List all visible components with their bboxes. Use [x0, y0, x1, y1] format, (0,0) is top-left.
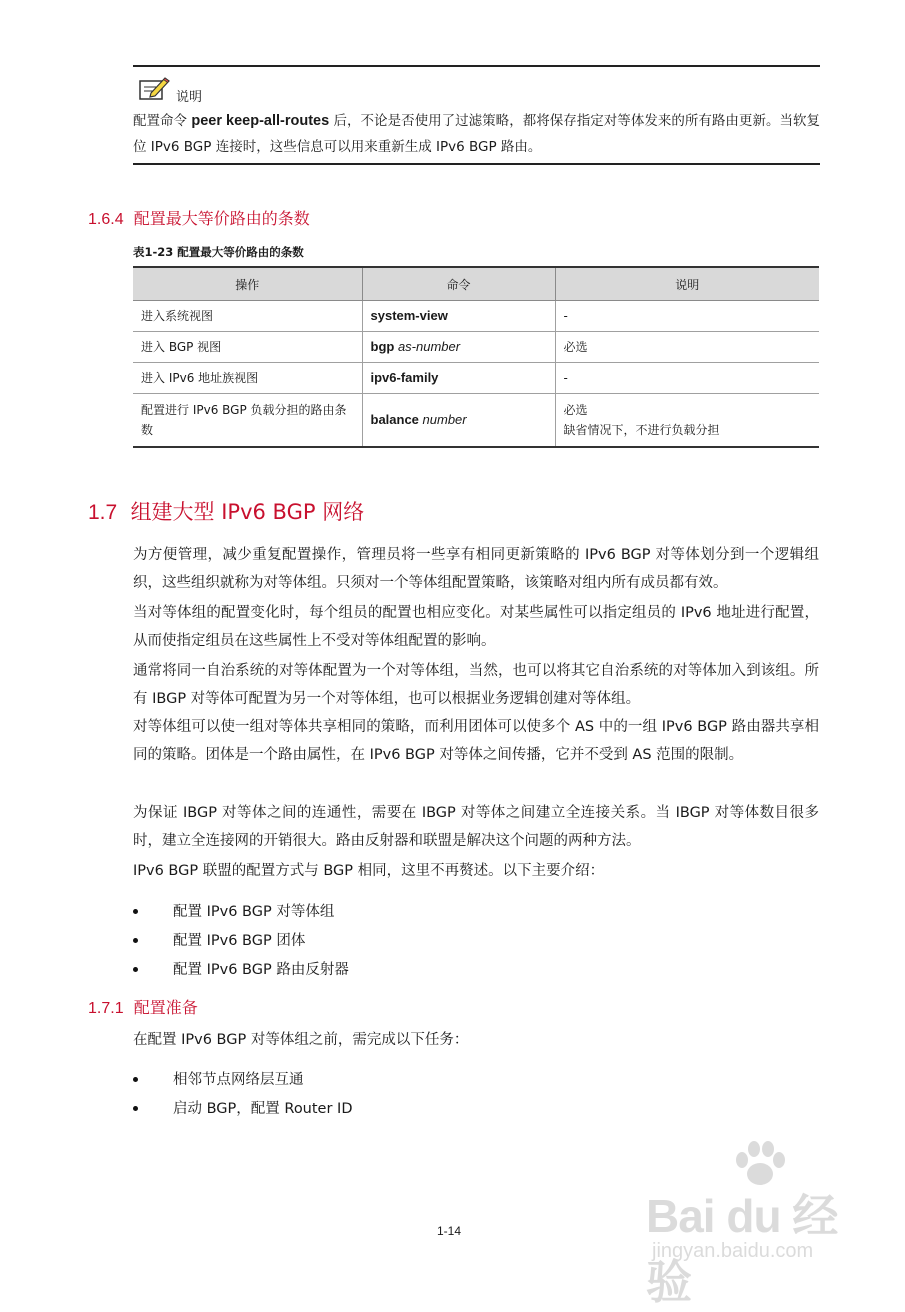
op-cell: 进入系统视图: [133, 301, 362, 332]
table-row: [133, 363, 819, 394]
prep-intro: 在配置 IPv6 BGP 对等体组之前，需完成以下任务：: [133, 1032, 469, 1048]
table-caption: 表1-23 配置最大等价路由的条数: [133, 245, 304, 259]
baidu-watermark: [640, 1140, 880, 1308]
note-heading: 说明: [176, 90, 203, 105]
table-header-row: [133, 267, 819, 301]
note-pencil-icon: [137, 75, 171, 103]
note-command: peer keep-all-routes: [191, 113, 330, 129]
op-cell: 进入 BGP 视图: [133, 332, 362, 363]
bullet-dot-icon: [133, 1106, 138, 1111]
table-header-cell: 命令: [362, 267, 555, 301]
op-cell: 配置进行 IPv6 BGP 负载分担的路由条数: [133, 394, 362, 448]
command-cell: system-view: [362, 301, 555, 332]
table-row: [133, 332, 819, 363]
table-row: [133, 394, 819, 448]
watermark-brand: Bai du 经验: [646, 1190, 838, 1308]
paragraph: 为方便管理，减少重复配置操作，管理员将一些享有相同更新策略的 IPv6 BGP 对等体划分到一个逻辑组织，这些组织就称为对等体组。只须对一个等体组配置策略，该策略对组内所有成员都有效。: [133, 547, 819, 591]
note-bottom-rule: [133, 163, 820, 165]
table-header-cell: 说明: [555, 267, 819, 301]
note-top-rule: [133, 65, 820, 67]
command-cell: bgp as-number: [362, 332, 555, 363]
page-number: 1-14: [437, 1224, 462, 1238]
desc-cell: 必选: [555, 332, 819, 363]
bullet-dot-icon: [133, 909, 138, 914]
config-table: [133, 266, 819, 448]
bullet-dot-icon: [133, 967, 138, 972]
watermark-url: jingyan.baidu.com: [652, 1240, 814, 1262]
section-1-7-1-heading: 1.7.1 配置准备: [88, 998, 198, 1017]
paragraph: 通常将同一自治系统的对等体配置为一个对等体组，当然，也可以将其它自治系统的对等体加入到该组。所有 IBGP 对等体可配置为另一个对等体组，也可以根据业务逻辑创建对等体组。: [133, 663, 819, 707]
paragraph: 对等体组可以使一组对等体共享相同的策略，而利用团体可以使多个 AS 中的一组 IPv6 BGP 路由器共享相同的策略。团体是一个路由属性，在 IPv6 BGP 对等体之间传播，它并不受到 AS 范围的限制。: [133, 719, 819, 763]
command-cell: balance number: [362, 394, 555, 448]
table-row: [133, 301, 819, 332]
desc-cell: -: [555, 363, 819, 394]
desc-cell: -: [555, 301, 819, 332]
bullet-dot-icon: [133, 1077, 138, 1082]
bullet-dot-icon: [133, 938, 138, 943]
command-cell: ipv6-family: [362, 363, 555, 394]
paragraph: 当对等体组的配置变化时，每个组员的配置也相应变化。对某些属性可以指定组员的 IPv6 地址进行配置，从而使指定组员在这些属性上不受对等体组配置的影响。: [133, 605, 819, 649]
note-text: 配置命令 peer keep-all-routes 后，不论是否使用了过滤策略，都将保存指定对等体发来的所有路由更新。当软复位 IPv6 BGP 连接时，这些信息可以用来重新生成 IPv6 BGP 路由。: [133, 113, 821, 155]
paragraph: IPv6 BGP 联盟的配置方式与 BGP 相同，这里不再赘述。以下主要介绍：: [133, 863, 605, 879]
op-cell: 进入 IPv6 地址族视图: [133, 363, 362, 394]
section-1-7-heading: 1.7 组建大型 IPv6 BGP 网络: [88, 500, 365, 524]
section-1-6-4-heading: 1.6.4 配置最大等价路由的条数: [88, 209, 310, 228]
paragraph: 为保证 IBGP 对等体之间的连通性，需要在 IBGP 对等体之间建立全连接关系。当 IBGP 对等体数目很多时，建立全连接网的开销很大。路由反射器和联盟是解决这个问题的两种方法。: [133, 805, 819, 849]
desc-cell: 必选 缺省情况下，不进行负载分担: [555, 394, 819, 448]
table-header-cell: 操作: [133, 267, 362, 301]
